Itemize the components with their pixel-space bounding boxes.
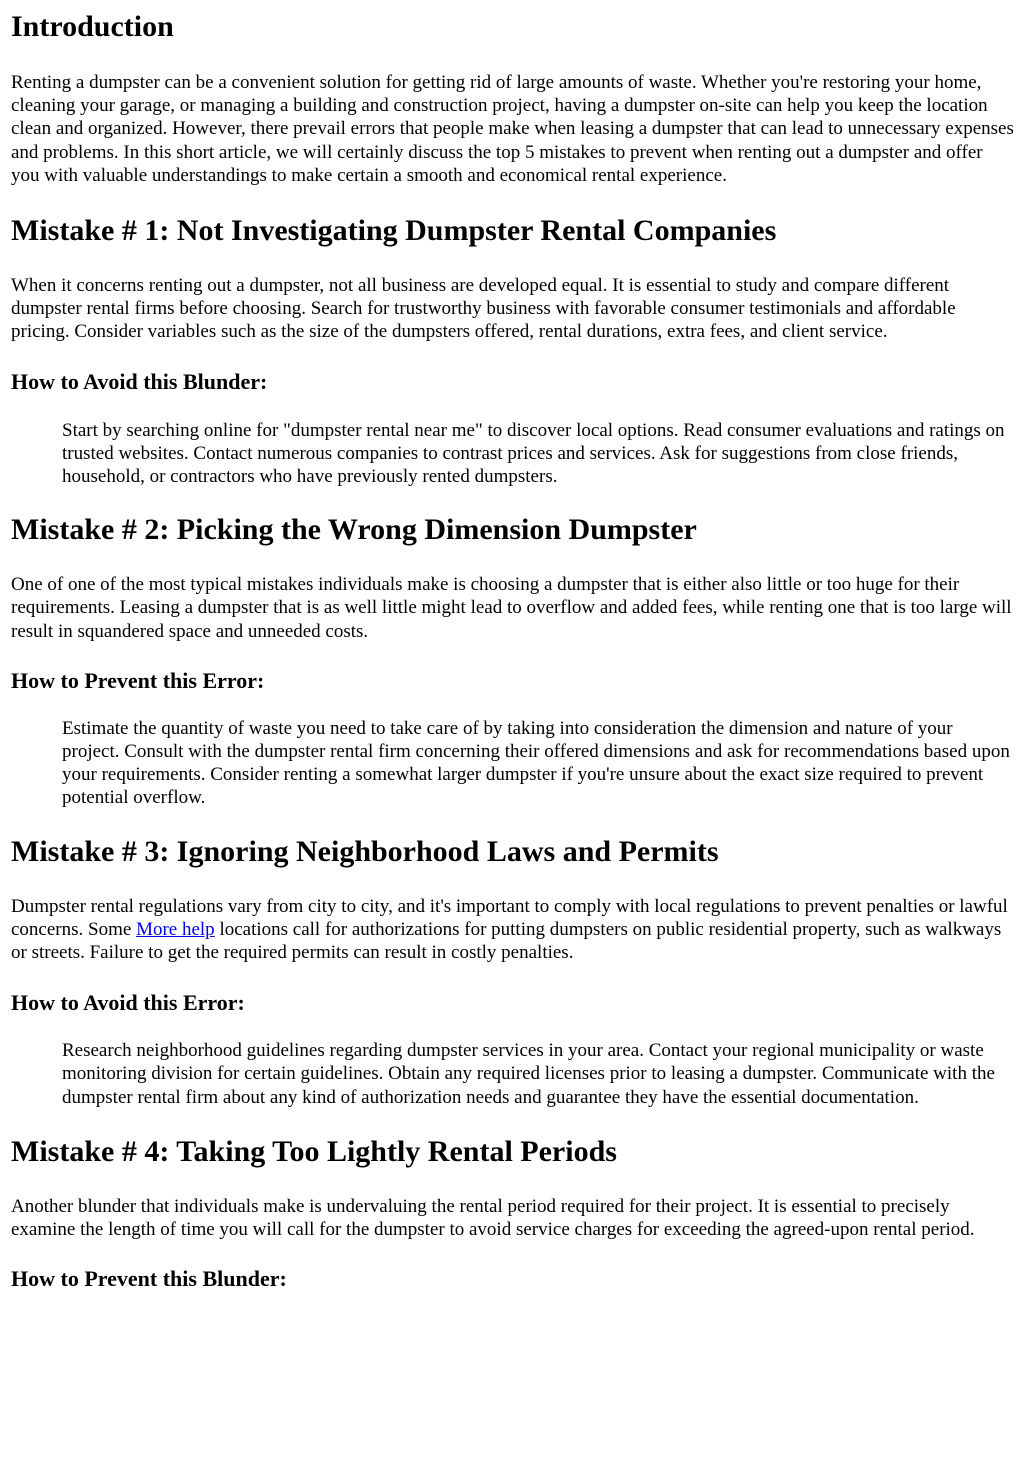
- intro-paragraph: Renting a dumpster can be a convenient solution for getting rid of large amounts of waste. Whether you're restoring your home, cleaning your garage, or managing a building and construction project, having a dumpster on-site can help you keep the location clean and organized. However, there prevail errors that people make when leasing a dumpster that can lead to unnecessary expenses and problems. In this short article, we will certainly discuss the top 5 mistakes to prevent when renting out a dumpster and offer you with valuable understandings to make certain a smooth and economical rental experience.: [11, 72, 1014, 186]
- mistake-3-heading: Mistake # 3: Ignoring Neighborhood Laws and Permits: [11, 834, 719, 868]
- mistake-4-avoid-heading: How to Prevent this Blunder:: [11, 1266, 287, 1292]
- mistake-2-heading: Mistake # 2: Picking the Wrong Dimension Dumpster: [11, 513, 697, 547]
- mistake-4-paragraph: Another blunder that individuals make is undervaluing the rental period required for their project. It is essential to precisely examine the length of time you will call for the dumpster to avoid service charges for exceeding the agreed-upon rental period.: [11, 1195, 975, 1241]
- mistake-4-heading: Mistake # 4: Taking Too Lightly Rental Periods: [11, 1134, 617, 1168]
- mistake-3-paragraph: [11, 895, 1014, 965]
- mistake-2-avoid-heading: How to Prevent this Error:: [11, 667, 265, 693]
- mistake-3-text-after-link: locations call for authorizations for putting dumpsters on public residential property, such as walkways or streets. Failure to get the required permits can result in costly penalties.: [11, 918, 1002, 964]
- mistake-1-paragraph: When it concerns renting out a dumpster, not all business are developed equal. It is essential to study and compare different dumpster rental firms before choosing. Search for trustworthy business with favorable consumer testimonials and affordable pricing. Consider variables such as the size of the dumpsters offered, rental durations, extra fees, and client service.: [11, 275, 956, 343]
- mistake-2-paragraph: One of one of the most typical mistakes individuals make is choosing a dumpster that is either also little or too huge for their requirements. Leasing a dumpster that is as well little might lead to overflow and added fees, while renting one that is too large will result in squandered space and unneeded costs.: [11, 574, 1012, 642]
- more-help-link[interactable]: More help: [136, 918, 215, 940]
- mistake-1-avoid-text: Start by searching online for "dumpster rental near me" to discover local options. Read consumer evaluations and ratings on trusted websites. Contact numerous companies to contrast prices and services. Ask for suggestions from close friends, household, or contractors who have previously rented dumpsters.: [62, 419, 1005, 488]
- mistake-3-text-before-link: Dumpster rental regulations vary from city to city, and it's important to comply with local regulations to prevent penalties or lawful concerns. Some: [11, 895, 1008, 940]
- mistake-3-avoid-text: Research neighborhood guidelines regarding dumpster services in your area. Contact your regional municipality or waste monitoring division for certain guidelines. Obtain any required licenses prior to leasing a dumpster. Communicate with the dumpster rental firm about any kind of authorization needs and guarantee they have the essential documentation.: [62, 1040, 995, 1108]
- intro-heading: Introduction: [11, 10, 174, 43]
- mistake-2-avoid-text: Estimate the quantity of waste you need to take care of by taking into consideration the dimension and nature of your project. Consult with the dumpster rental firm concerning their offered dimensions and ask for recommendations based upon your requirements. Consider renting a somewhat larger dumpster if you're unsure about the exact size required to prevent potential overflow.: [62, 717, 1010, 809]
- mistake-3-avoid-heading: How to Avoid this Error:: [11, 990, 245, 1016]
- article: [0, 10, 1024, 1292]
- mistake-1-heading: Mistake # 1: Not Investigating Dumpster Rental Companies: [11, 214, 777, 248]
- mistake-1-avoid-heading: How to Avoid this Blunder:: [11, 368, 268, 394]
